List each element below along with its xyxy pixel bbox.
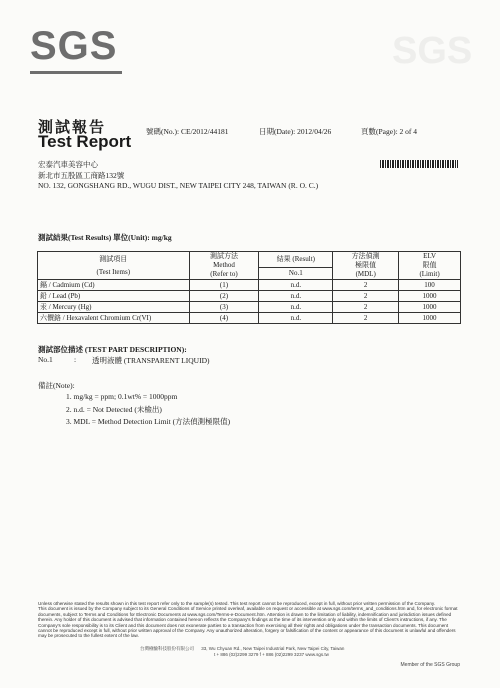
header-method (189, 252, 259, 280)
client-address-cn: 新北市五股區工商路132號 (38, 171, 125, 180)
table-row (38, 291, 461, 302)
header-items-en: (Test Items) (96, 267, 131, 276)
table-row (38, 280, 461, 291)
disclaimer-line-2: This document is issued by the Company subject to its General Conditions of Service printed overleaf, available on request or accessible at www.sgs.com/terms_and_conditions.htm and, for electronic format documents, subject to Terms and Conditions for Electronic Documents at www.sgs.com/Terms-e-Document.htm. Attention is drawn to the limitation of liability, indemnification and jurisdiction issues defined therein. Any holder of this document is advised that information contained hereon reflects the Company's findings at the time of its intervention only and within the limits of Client's instructions, if any. The Company's sole responsibility is to its Client and this document does not exonerate parties to a transaction from exercising all their rights and obligations under the transaction documents. This document cannot be reproduced except in full, without prior written approval of the Company. Any unauthorized alteration, forgery or falsification of the content or appearance of this document is unlawful and offenders may be prosecuted to the fullest extent of the law. (38, 606, 458, 639)
header-elv-limit: (Limit) (419, 270, 440, 278)
report-title-en: Test Report (38, 132, 132, 151)
cell-method: (4) (189, 313, 259, 324)
cell-limit: 1000 (399, 291, 461, 302)
page-number: 頁數(Page): 2 of 4 (361, 127, 418, 136)
test-part-colon: : (74, 355, 77, 364)
footer-contact (140, 646, 460, 660)
header-mdl (333, 252, 399, 280)
barcode (380, 160, 458, 168)
footer-phone: t + 886 (02)2299 3279 f + 886 (02)2299 3237 www.sgs.tw (214, 652, 329, 657)
cell-result: n.d. (259, 302, 333, 313)
header-mdl-cn: 方法偵測 (351, 252, 380, 260)
notes-heading: 備註(Note): (38, 381, 75, 390)
cell-mdl: 2 (333, 291, 399, 302)
cell-method: (1) (189, 280, 259, 291)
results-heading-unit: 單位(Unit): mg/kg (111, 233, 172, 242)
header-elv-cn: 限值 (422, 261, 437, 269)
cell-method: (3) (189, 302, 259, 313)
header-method-ref: (Refer to) (210, 270, 238, 278)
header-mdl-cn2: 極限值 (355, 261, 377, 269)
footer-disclaimer (38, 601, 463, 639)
header-items-cn: 測試項目 (99, 254, 128, 263)
header-elv (399, 252, 461, 280)
cell-item: 鉛 / Lead (Pb) (38, 291, 190, 302)
footer-company: 台灣檢驗科技股份有限公司 (140, 646, 194, 651)
header-method-cn: 測試方法 (210, 252, 238, 260)
cell-mdl: 2 (333, 280, 399, 291)
cell-item: 鎘 / Cadmium (Cd) (38, 280, 190, 291)
results-heading (38, 232, 172, 243)
cell-limit: 1000 (399, 302, 461, 313)
sgs-logo-underline (30, 71, 122, 74)
footer-member: Member of the SGS Group (400, 662, 460, 668)
sgs-logo (30, 24, 122, 70)
report-number: 號碼(No.): CE/2012/44181 (146, 127, 229, 136)
report-date: 日期(Date): 2012/04/26 (259, 127, 332, 136)
disclaimer-line-1: Unless otherwise stated the results shown in this test report refer only to the sample(s) tested. This test report cannot be reproduced, except in full, without prior written permission of the Company. (38, 601, 436, 606)
cell-result: n.d. (259, 313, 333, 324)
report-title-cn: 測試報告 (38, 120, 107, 136)
cell-method: (2) (189, 291, 259, 302)
cell-result: n.d. (259, 291, 333, 302)
cell-mdl: 2 (333, 302, 399, 313)
client-address-en: NO. 132, GONGSHANG RD., WUGU DIST., NEW TAIPEI CITY 248, TAIWAN (R. O. C.) (38, 181, 319, 190)
header-result-no: No.1 (259, 268, 333, 280)
test-part-description: 透明液體 (TRANSPARENT LIQUID) (92, 356, 210, 365)
cell-item: 六價鉻 / Hexavalent Chromium Cr(VI) (38, 313, 190, 324)
test-part-heading: 測試部位描述 (TEST PART DESCRIPTION): (38, 345, 187, 354)
test-part-number: No.1 (38, 355, 53, 364)
header-mdl-en: (MDL) (355, 270, 376, 278)
cell-limit: 1000 (399, 313, 461, 324)
results-heading-title: 測試結果(Test Results) (38, 233, 112, 242)
note-item: 2. n.d. = Not Detected (未檢出) (66, 405, 162, 414)
watermark-logo: SGS (392, 30, 473, 72)
header-result: 結果 (Result) (259, 252, 333, 268)
header-method-en: Method (213, 261, 235, 269)
table-row (38, 313, 461, 324)
sgs-logo-text: SGS (30, 24, 118, 68)
footer-address: 33, Wu Chyuan Rd., New Taipei Industrial Park, New Taipei City, Taiwan (201, 646, 345, 651)
cell-mdl: 2 (333, 313, 399, 324)
cell-limit: 100 (399, 280, 461, 291)
note-item: 1. mg/kg = ppm; 0.1wt% = 1000ppm (66, 392, 178, 401)
cell-result: n.d. (259, 280, 333, 291)
header-elv-en: ELV (423, 252, 437, 260)
cell-item: 汞 / Mercury (Hg) (38, 302, 190, 313)
note-item: 3. MDL = Method Detection Limit (方法偵測極限值) (66, 417, 231, 426)
client-name: 宏泰汽車美容中心 (38, 160, 98, 169)
results-table (37, 251, 461, 324)
table-row (38, 302, 461, 313)
header-test-items (38, 252, 190, 280)
table-header-row (38, 252, 461, 268)
